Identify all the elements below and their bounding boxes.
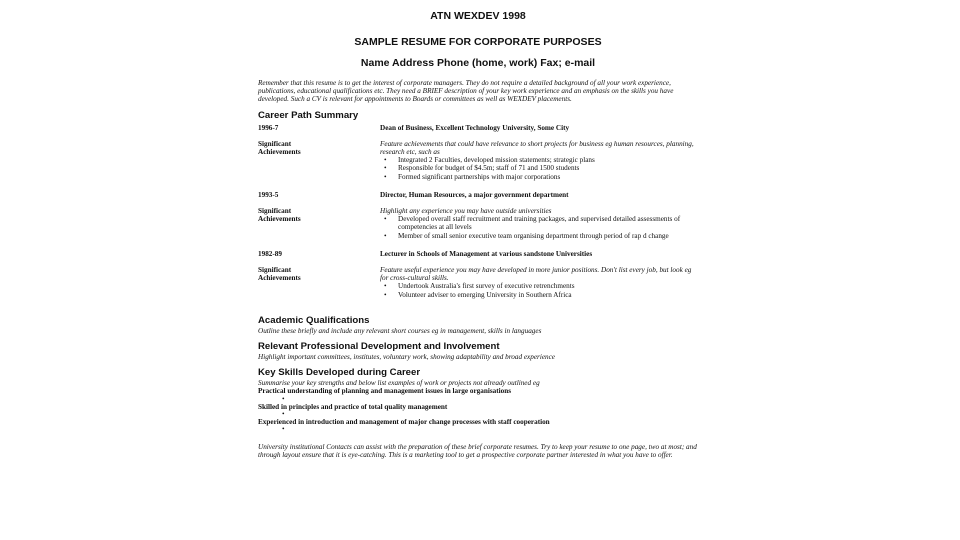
achievement-list [380,282,698,298]
job-note: Feature achievements that could have relevance to short projects for business eg human resources, planning, research etc, such as [380,139,694,157]
academic-note: Outline these briefly and include any relevant short courses eg in management, skills in languages [258,326,542,335]
intro-paragraph: Remember that this resume is to get the interest of corporate managers. They do not require a detailed background of all your work experience, publications, educational qualifications etc. They need a BRIEF description of your key work experience and an emphasis on the skills you have developed. Such a CV is relevant for appointments to Boards or committees as well as WEXDEV placements. [258,79,674,104]
academic-section-title: Academic Qualifications [258,314,370,326]
achievement-item: • Responsible for budget of $4.5m; staff of 71 and 1500 students [380,164,698,172]
achievement-list [380,156,698,181]
achievement-item: • Undertook Australia's first survey of executive retrenchments [380,282,698,290]
job-years: 1982-89 [258,249,282,258]
job-note: Highlight any experience you may have outside universities [380,207,552,216]
professional-section-title: Relevant Professional Development and Involvement [258,341,500,353]
achievement-list [380,215,698,240]
header-contact-line: Name Address Phone (home, work) Fax; e-mail [360,57,596,69]
bullet-marker: • [282,425,285,434]
achievements-label: Significant Achievements [258,139,301,157]
achievements-label: Significant Achievements [258,266,301,283]
skill-item: Experienced in introduction and management of major change processes with staff cooperation [258,417,550,426]
achievement-item: • Volunteer adviser to emerging University in Southern Africa [380,291,698,299]
achievement-item: • Developed overall staff recruitment and training packages, and supervised detailed assessments of competencies at all levels [380,215,698,231]
resume-page [258,8,698,538]
achievement-item: • Member of small senior executive team organising department through period of rap d change [380,232,698,240]
header-program: ATN WEXDEV 1998 [430,10,526,22]
job-entry [258,124,698,181]
achievements-label: Significant Achievements [258,207,301,224]
job-role: Director, Human Resources, a major government department [380,190,569,199]
closing-note: University institutional Contacts can assist with the preparation of these brief corporate resumes. Try to keep your resume to one page, two at most; and through layout ensure that it is eye-catching. This is a marketing tool to get a prospective corporate partner interested in what you have to offer. [258,443,697,460]
skills-note: Summarise your key strengths and below list examples of work or projects not already outlined eg [258,379,540,388]
bullet-marker: • [282,409,285,418]
job-role: Lecturer in Schools of Management at various sandstone Universities [380,249,593,258]
job-role: Dean of Business, Excellent Technology University, Some City [380,123,570,132]
job-years: 1993-5 [258,190,279,199]
header-title: SAMPLE RESUME FOR CORPORATE PURPOSES [354,36,602,48]
bullet-marker: • [282,394,285,403]
skill-item: Practical understanding of planning and management issues in large organisations [258,387,511,396]
professional-note: Highlight important committees, institutes, voluntary work, showing adaptability and broad experience [258,353,555,362]
skills-section-title: Key Skills Developed during Career [258,367,421,379]
job-years: 1996-7 [258,123,279,132]
job-entry [258,250,698,299]
job-note: Feature useful experience you may have developed in more junior positions. Don't list every job, but look eg for cross-cultural skills. [380,266,692,283]
skill-item: Skilled in principles and practice of total quality management [258,402,448,411]
career-section-title: Career Path Summary [258,109,359,121]
achievement-item: • Integrated 2 Faculties, developed mission statements; strategic plans [380,156,698,164]
job-entry [258,191,698,240]
achievement-item: • Formed significant partnerships with major corporations [380,173,698,181]
